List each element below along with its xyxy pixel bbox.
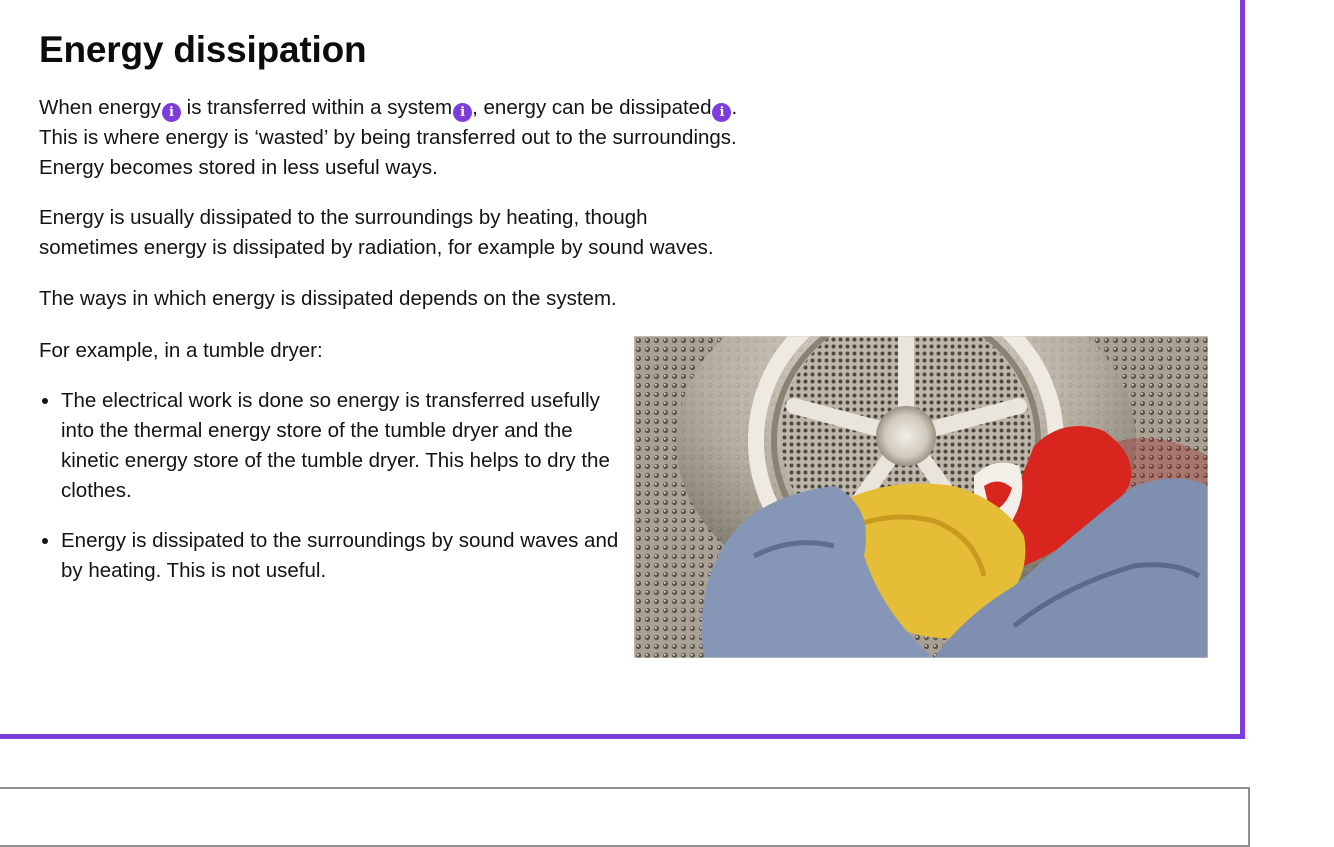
intro-line-2: This is where energy is ‘wasted’ by being transferred out to the surroundings.: [39, 126, 737, 149]
intro-line-3: Energy becomes stored in less useful ways.: [39, 156, 438, 179]
tumble-dryer-image: [634, 336, 1208, 658]
dissipation-paragraph: [39, 203, 859, 263]
dissipation-line-2: sometimes energy is dissipated by radiation, for example by sound waves.: [39, 236, 714, 259]
intro-text-2: is transferred within a: [186, 96, 382, 119]
intro-line-1: [39, 93, 859, 123]
info-icon[interactable]: i: [712, 103, 731, 122]
info-icon[interactable]: i: [453, 103, 472, 122]
intro-text-4: .: [731, 96, 738, 119]
dissipation-line-1: Energy is usually dissipated to the surroundings by heating, though: [39, 206, 648, 229]
section-title: Energy dissipation: [39, 29, 367, 70]
glossary-term-system[interactable]: system: [387, 96, 453, 119]
list-item: • The electrical work is done so energy is transferred usefully into the thermal energy store of the tumble dryer and the kinetic energy store of the tumble dryer. This helps to dry the clothes.: [61, 386, 621, 506]
system-paragraph: The ways in which energy is dissipated depends on the system.: [39, 287, 617, 310]
example-list: [39, 386, 621, 606]
example-intro: For example, in a tumble dryer:: [39, 339, 323, 362]
info-icon[interactable]: i: [162, 103, 181, 122]
intro-text-3: , energy can be: [472, 96, 614, 119]
list-item: • Energy is dissipated to the surroundings by sound waves and by heating. This is not useful.: [61, 526, 621, 586]
next-section-box: [0, 787, 1250, 847]
glossary-term-dissipated[interactable]: dissipated: [619, 96, 712, 119]
section-content: [39, 28, 1209, 582]
intro-text-1: When: [39, 96, 93, 119]
intro-paragraph: [39, 93, 859, 183]
glossary-term-energy[interactable]: energy: [98, 96, 161, 119]
